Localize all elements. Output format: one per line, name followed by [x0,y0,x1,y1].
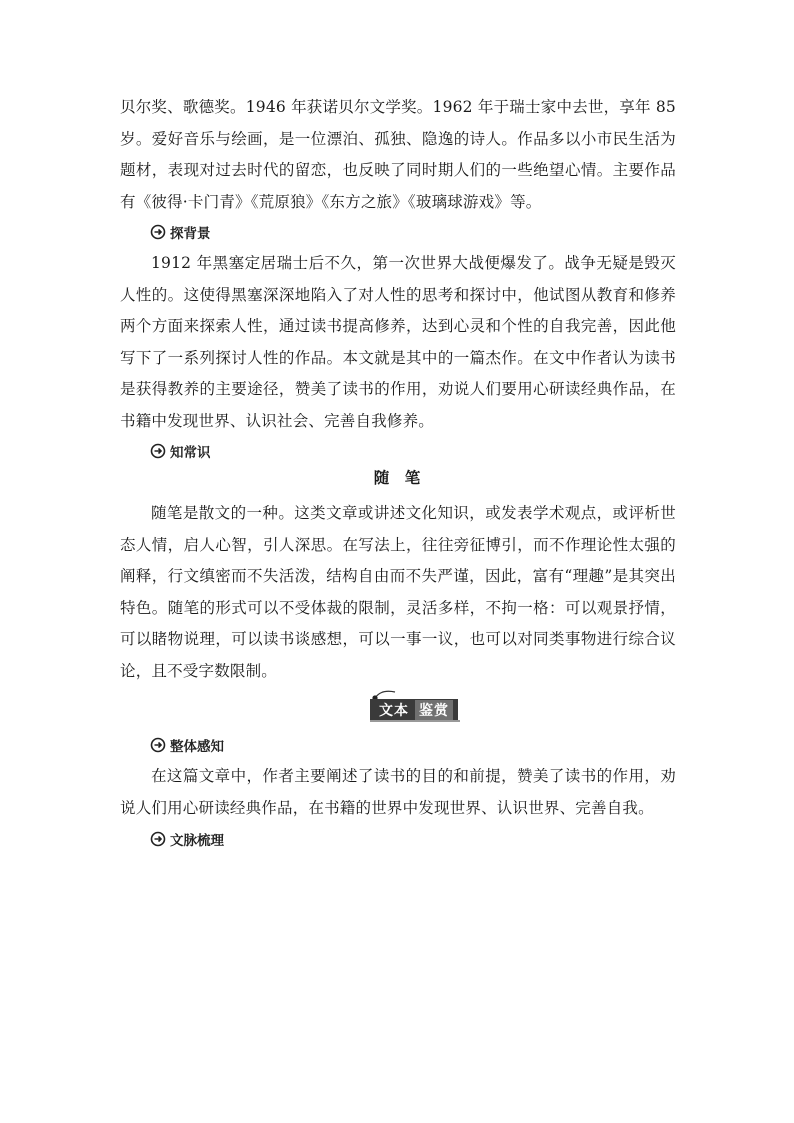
section-heading-knowledge [150,441,211,461]
circle-arrow-icon [150,831,166,847]
essay-genre-paragraph: 随笔是散文的一种。这类文章或讲述文化知识，或发表学术观点，或评析世态人情，启人心智，引人深思。在写法上，往往旁征博引，而不作理论性太强的阐释，行文缜密而不失活泼，结构自由而不失严谨，因此，富有“理趣”是其突出特色。随笔的形式可以不受体裁的限制，灵活多样，不拘一格：可以观景抒情，可以睹物说理，可以读书谈感想，可以一事一议，也可以对同类事物进行综合议论，且不受字数限制。 [120,504,676,680]
circle-arrow-icon [150,737,166,753]
section-heading-label: 文脉梳理 [170,833,224,849]
banner-bar [370,699,458,720]
background-paragraph: 1912 年黑塞定居瑞士后不久，第一次世界大战便爆发了。战争无疑是毁灭人性的。这使得黑塞深深地陷入了对人性的思考和探讨中，他试图从教育和修养两个方面来探索人性，通过读书提高修养，达到心灵和个性的自我完善，因此他写下了一系列探讨人性的作品。本文就是其中的一篇杰作。在文中作者认为读书是获得教养的主要途径，赞美了读书的作用，劝说人们要用心研读经典作品，在书籍中发现世界、认识社会、完善自我修养。 [120,254,676,430]
author-intro-paragraph: 贝尔奖、歌德奖。1946 年获诺贝尔文学奖。1962 年于瑞士家中去世，享年 85 岁。爱好音乐与绘画，是一位漂泊、孤独、隐逸的诗人。作品多以小市民生活为题材，表现对过去时代的留恋，也反映了同时期人们的一些绝望心情。主要作品有《彼得·卡门青》《荒原狼》《东方之旅》《玻璃球游戏》等。 [120,98,676,211]
section-heading-overall [150,735,224,755]
circle-arrow-icon [150,224,166,240]
circle-arrow-icon [150,443,166,459]
overall-paragraph: 在这篇文章中，作者主要阐述了读书的目的和前提，赞美了读书的作用，劝说人们用心研读经典作品，在书籍的世界中发现世界、认识世界、完善自我。 [120,767,676,817]
text-appreciation-banner [367,688,463,724]
banner-label-part1: 文本 [379,702,409,719]
banner-label-part2: 鉴赏 [415,700,453,720]
section-heading-label: 整体感知 [170,739,224,755]
essay-genre-title: 随 笔 [373,468,421,487]
section-heading-label: 探背景 [170,226,211,242]
section-heading-structure [150,829,224,849]
section-heading-background [150,222,211,242]
section-heading-label: 知常识 [170,445,211,461]
